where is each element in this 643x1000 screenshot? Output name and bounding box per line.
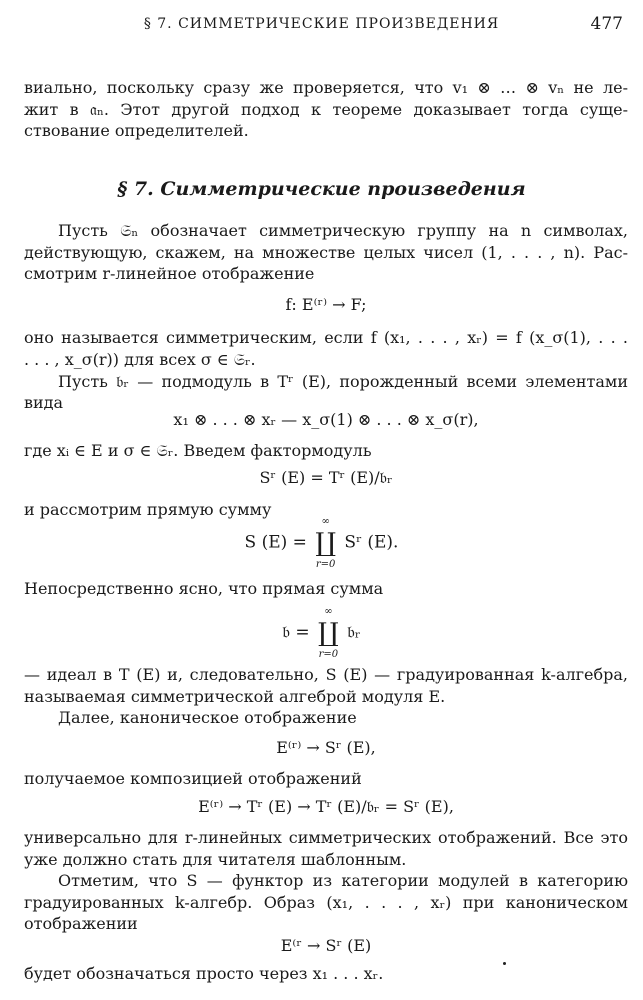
print-speck bbox=[503, 962, 506, 965]
formula-right: Sʳ (E). bbox=[344, 532, 399, 553]
formula: E⁽ʳ → Sʳ (E) bbox=[280, 936, 372, 955]
text-line: будет обозначаться просто через x₁ . . . xᵣ. bbox=[24, 964, 384, 983]
text-line: оно называется симметрическим, если f (x₁, . . . , xᵣ) = f (x_σ(1), . . . bbox=[24, 328, 628, 347]
coproduct-glyph: ∐ bbox=[315, 528, 337, 558]
text-line: виально, поскольку сразу же проверяется, что v₁ ⊗ … ⊗ vₙ не ле- bbox=[24, 78, 628, 97]
running-header bbox=[0, 14, 643, 38]
formula: E⁽ʳ⁾ → Sʳ (E), bbox=[276, 738, 376, 757]
coproduct-symbol bbox=[318, 606, 339, 660]
formula-left: S (E) = bbox=[244, 532, 307, 553]
formula-ideal bbox=[0, 606, 643, 660]
text-line: Непосредственно ясно, что прямая сумма bbox=[24, 579, 384, 598]
text-line: отображении bbox=[24, 914, 138, 933]
coproduct-symbol bbox=[315, 516, 337, 570]
text-line: жит в 𝔞ₙ. Этот другой подход к теореме доказывает тогда суще- bbox=[24, 100, 628, 119]
text-line: получаемое композицией отображений bbox=[24, 769, 362, 788]
text-line: универсально для r-линейных симметрических отображений. Все это bbox=[24, 828, 628, 847]
coproduct-upper: ∞ bbox=[324, 606, 333, 617]
text-line: смотрим r-линейное отображение bbox=[24, 264, 315, 283]
text-line: называемая симметрической алгеброй модуля E. bbox=[24, 687, 446, 706]
text-line: и рассмотрим прямую сумму bbox=[24, 500, 272, 519]
text-line: уже должно стать для читателя шаблонным. bbox=[24, 850, 407, 869]
text-line: градуированных k-алгебр. Образ (x₁, . . . , xᵣ) при каноническом bbox=[24, 893, 628, 912]
formula: x₁ ⊗ . . . ⊗ xᵣ — x_σ(1) ⊗ . . . ⊗ x_σ(r), bbox=[173, 410, 479, 429]
text-line: где xᵢ ∈ E и σ ∈ 𝔖ᵣ. Введем фактормодуль bbox=[24, 441, 372, 460]
formula-left: 𝔟 = bbox=[282, 622, 310, 643]
formula: Sʳ (E) = Tʳ (E)/𝔟ᵣ bbox=[259, 468, 393, 487]
text-line: ствование определителей. bbox=[24, 121, 249, 140]
text-line: Пусть 𝔖ₙ обозначает симметрическую группу на n символах, bbox=[58, 221, 628, 240]
coproduct-lower: r=0 bbox=[318, 649, 339, 660]
text-line: — идеал в T (E) и, следовательно, S (E) — градуированная k-алгебра, bbox=[24, 665, 628, 684]
formula: f: E⁽ʳ⁾ → F; bbox=[285, 295, 367, 314]
formula-right: 𝔟ᵣ bbox=[347, 622, 361, 643]
coproduct-lower: r=0 bbox=[315, 559, 336, 570]
text-line: Отметим, что S — функтор из категории модулей в категорию bbox=[58, 871, 628, 890]
formula-direct-sum bbox=[0, 516, 643, 570]
text-line: Пусть 𝔟ᵣ — подмодуль в Tʳ (E), порожденный всеми элементами bbox=[58, 372, 628, 391]
coproduct-upper: ∞ bbox=[321, 516, 330, 527]
formula: E⁽ʳ⁾ → Tʳ (E) → Tʳ (E)/𝔟ᵣ = Sʳ (E), bbox=[198, 797, 454, 816]
running-head-title: § 7. СИММЕТРИЧЕСКИЕ ПРОИЗВЕДЕНИЯ bbox=[143, 16, 500, 32]
text-line: действующую, скажем, на множестве целых чисел (1, . . . , n). Рас- bbox=[24, 243, 628, 262]
text-line: Далее, каноническое отображение bbox=[58, 708, 357, 727]
text-line: . . . , x_σ(r)) для всех σ ∈ 𝔖ᵣ. bbox=[24, 350, 256, 369]
section-title: § 7. Симметрические произведения bbox=[117, 178, 526, 200]
coproduct-glyph: ∐ bbox=[318, 618, 339, 648]
text-line: вида bbox=[24, 393, 64, 412]
page-number: 477 bbox=[590, 14, 623, 34]
